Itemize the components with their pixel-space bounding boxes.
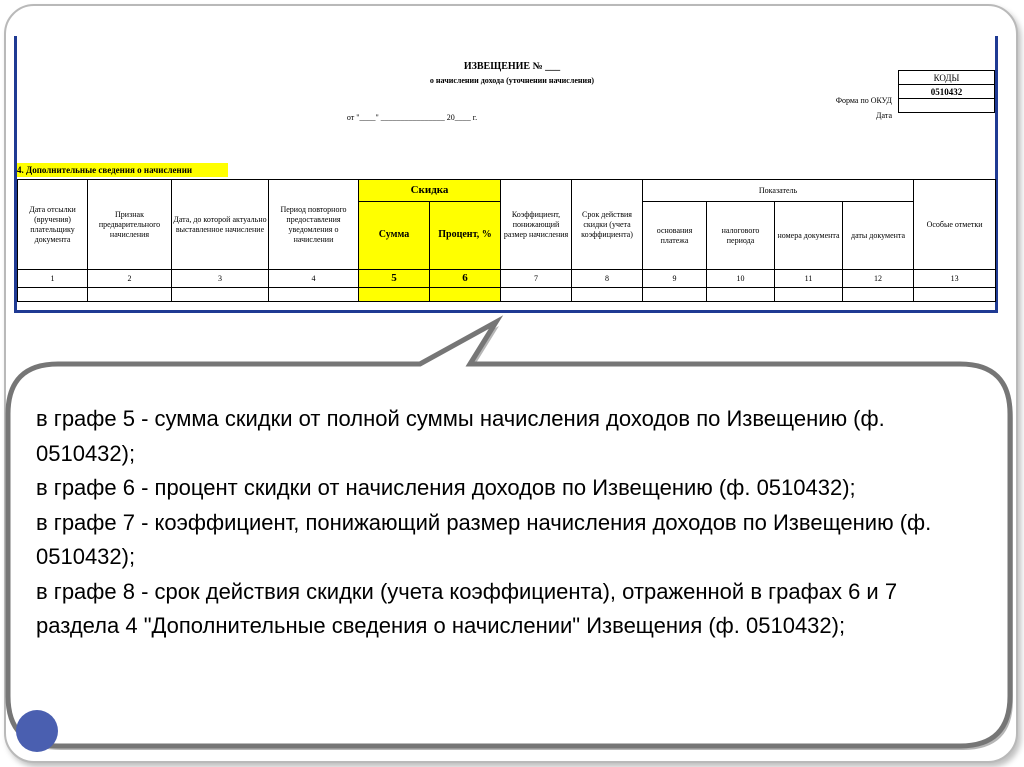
decorative-circle	[16, 710, 58, 752]
col-8-header: Срок действия скидки (учета коэффициента)	[572, 180, 643, 270]
col-13-header: Особые отметки	[914, 180, 996, 270]
form-date-line: от "____" ________________ 20____ г.	[346, 113, 478, 122]
callout-line-1: в графе 5 - сумма скидки от полной суммы начисления доходов по Извещению (ф. 0510432);	[36, 406, 885, 466]
col-num-1: 1	[18, 270, 88, 288]
col-num-4: 4	[269, 270, 359, 288]
indicator-header: Показатель	[643, 180, 914, 202]
col-11-header: номера документа	[775, 202, 843, 270]
callout-line-2: в графе 6 - процент скидки от начисления доходов по Извещению (ф. 0510432);	[36, 475, 856, 500]
col-1-header: Дата отсылки (вручения) плательщику документа	[18, 180, 88, 270]
col-num-5: 5	[359, 270, 430, 288]
col-num-11: 11	[775, 270, 843, 288]
col-num-10: 10	[707, 270, 775, 288]
col-9-header: основания платежа	[643, 202, 707, 270]
col-2-header: Признак предварительного начисления	[88, 180, 172, 270]
col-num-9: 9	[643, 270, 707, 288]
date-label: Дата	[876, 111, 892, 120]
col-5-header: Сумма	[359, 202, 430, 270]
col-10-header: налогового периода	[707, 202, 775, 270]
col-3-header: Дата, до которой актуально выставленное начисление	[172, 180, 269, 270]
col-num-2: 2	[88, 270, 172, 288]
col-num-12: 12	[843, 270, 914, 288]
form-subtitle: о начислении дохода (уточнении начисления)	[429, 76, 595, 85]
codes-header: КОДЫ	[899, 71, 995, 85]
form-title: ИЗВЕЩЕНИЕ № ___	[463, 61, 561, 72]
okud-label: Форма по ОКУД	[835, 96, 892, 105]
callout-line-4: в графе 8 - срок действия скидки (учета коэффициента), отраженной в графах 6 и 7 раздела 4 "Дополнительные сведения о начислении" Извещения (ф. 0510432);	[36, 578, 898, 638]
col-num-13: 13	[914, 270, 996, 288]
col-num-7: 7	[501, 270, 572, 288]
section-title: 4. Дополнительные сведения о начислении	[17, 163, 228, 177]
col-num-6: 6	[430, 270, 501, 288]
discount-header: Скидка	[359, 180, 501, 202]
col-num-3: 3	[172, 270, 269, 288]
col-6-header: Процент, %	[430, 202, 501, 270]
col-num-8: 8	[572, 270, 643, 288]
col-12-header: даты документа	[843, 202, 914, 270]
col-4-header: Период повторного предоставления уведомления о начислении	[269, 180, 359, 270]
callout-text	[36, 402, 976, 644]
okud-value: 0510432	[899, 85, 995, 99]
col-7-header: Коэффициент, понижающий размер начисления	[501, 180, 572, 270]
callout-line-3: в графе 7 - коэффициент, понижающий размер начисления доходов по Извещению (ф. 0510432);	[36, 509, 932, 569]
